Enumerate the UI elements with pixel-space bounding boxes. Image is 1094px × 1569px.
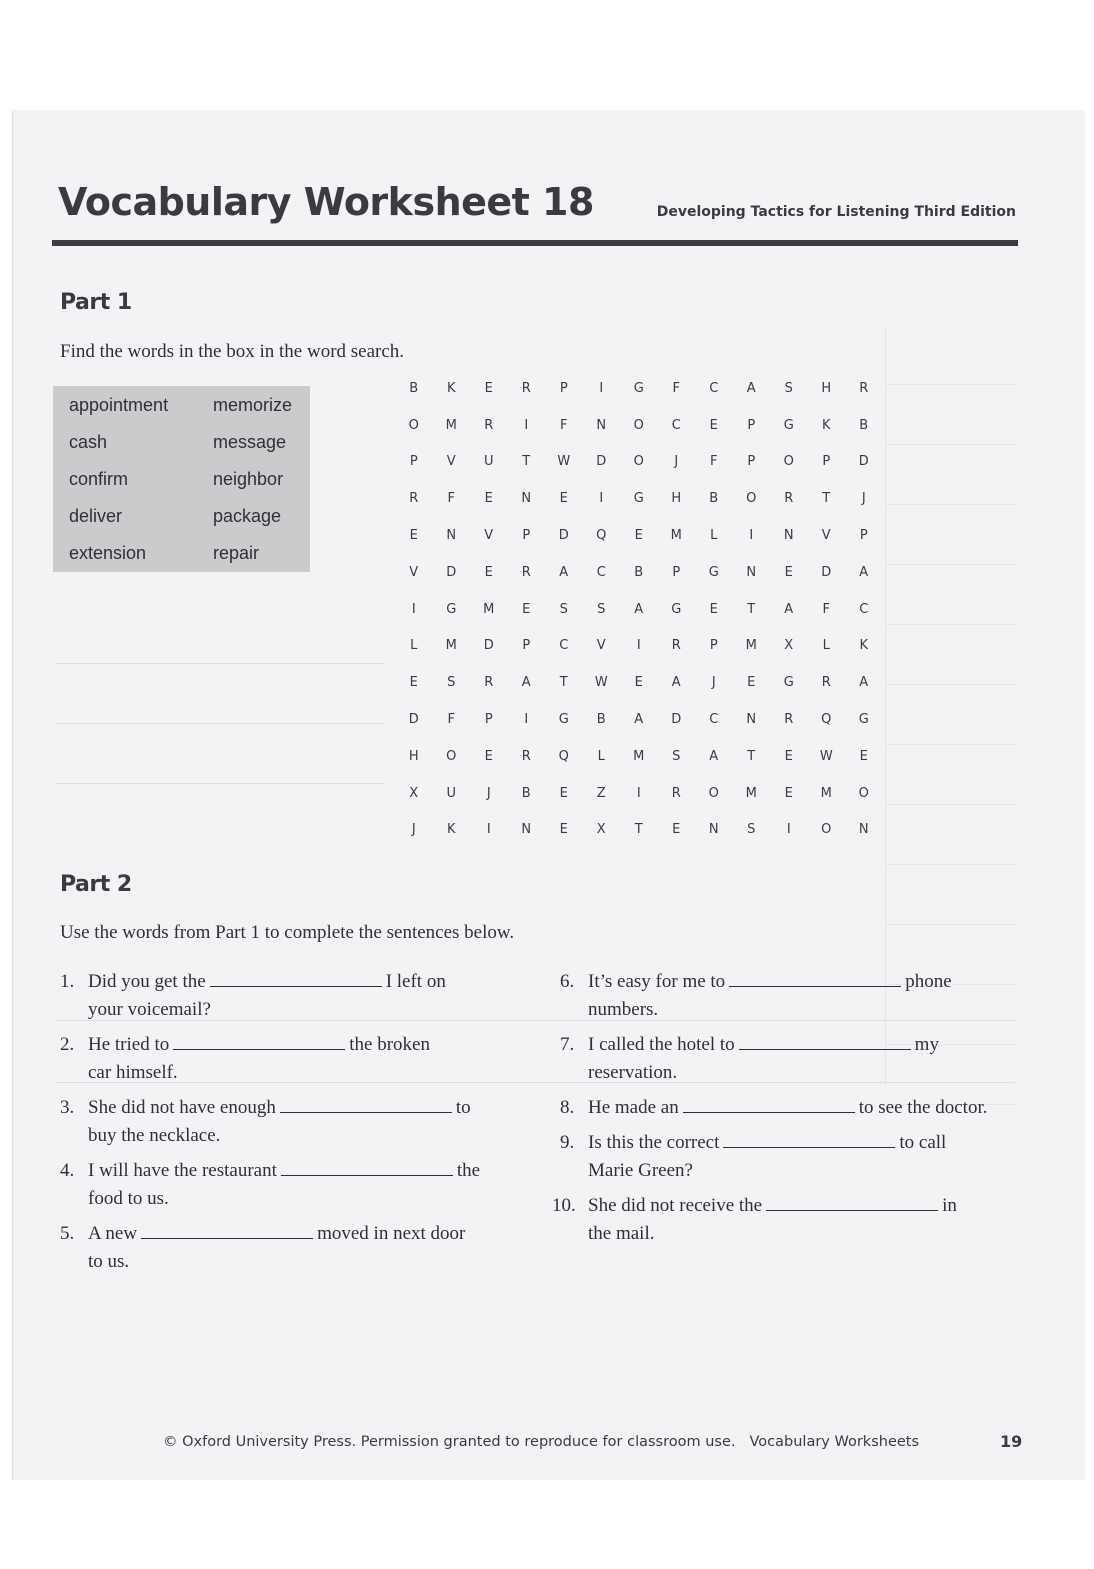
word-search-letter: S xyxy=(597,601,606,617)
sentence-after-blank: my xyxy=(914,1034,939,1055)
word-search-letter: G xyxy=(558,712,569,728)
word-search-letter: R xyxy=(784,491,794,507)
word-search-letter: I xyxy=(636,785,641,801)
word-search-letter: K xyxy=(446,380,456,396)
part1-instruction: Find the words in the box in the word search. xyxy=(60,341,405,362)
word-search-letter: P xyxy=(522,638,531,654)
word-search-letter: A xyxy=(671,675,681,691)
answer-blank[interactable] xyxy=(683,1096,855,1113)
word-search-letter: R xyxy=(484,417,494,433)
word-search-letter: C xyxy=(671,417,681,433)
answer-blank[interactable] xyxy=(723,1131,895,1148)
title-rule xyxy=(52,240,1018,246)
word-search-letter: W xyxy=(819,748,833,764)
word-search-letter: Q xyxy=(821,712,832,728)
word-search-letter: R xyxy=(859,380,869,396)
word-search-letter: J xyxy=(711,675,716,691)
word-search-letter: I xyxy=(411,601,416,617)
word-search-letter: K xyxy=(859,638,869,654)
word-search-letter: T xyxy=(822,491,831,507)
show-through-rule xyxy=(55,663,385,664)
sentence-line xyxy=(588,1094,987,1122)
sentence-before-blank: I will have the restaurant xyxy=(88,1160,277,1181)
word-search-row xyxy=(395,701,883,738)
page-title: Vocabulary Worksheet 18 xyxy=(58,180,594,224)
word-search-letter: N xyxy=(746,712,757,728)
word-search-letter: D xyxy=(671,712,682,728)
word-search-letter: V xyxy=(409,564,419,580)
sentence-number: 6. xyxy=(560,971,575,992)
answer-blank[interactable] xyxy=(766,1194,938,1211)
word-search-letter: P xyxy=(672,564,681,580)
word-search-letter: X xyxy=(784,638,794,654)
word-search-letter: A xyxy=(559,564,569,580)
word-search-letter: T xyxy=(747,601,756,617)
sentence-continuation: your voicemail? xyxy=(88,999,211,1020)
word-search-letter: I xyxy=(524,417,529,433)
word-search-grid xyxy=(395,370,883,848)
sentence-number: 8. xyxy=(560,1097,575,1118)
word-search-letter: M xyxy=(483,601,495,617)
word-search-letter: S xyxy=(559,601,568,617)
word-search-letter: I xyxy=(636,638,641,654)
word-search-letter: G xyxy=(783,417,794,433)
word-search-letter: P xyxy=(522,528,531,544)
sentence-before-blank: A new xyxy=(88,1223,138,1244)
word-search-letter: A xyxy=(746,380,756,396)
word-search-letter: I xyxy=(749,528,754,544)
sentence-continuation: Marie Green? xyxy=(588,1160,693,1181)
sentence-item xyxy=(552,1192,1022,1252)
word-search-letter: I xyxy=(599,380,604,396)
sentence-before-blank: Did you get the xyxy=(88,971,206,992)
sentence-line xyxy=(588,1031,939,1059)
word-search-letter: I xyxy=(599,491,604,507)
sentence-item xyxy=(60,1094,530,1154)
answer-blank[interactable] xyxy=(739,1033,911,1050)
sentence-after-blank: in xyxy=(942,1195,957,1216)
word-search-letter: H xyxy=(408,748,419,764)
word-search-letter: I xyxy=(524,712,529,728)
sentence-line xyxy=(88,1094,471,1122)
sentence-after-blank: the broken xyxy=(349,1034,430,1055)
word-search-letter: E xyxy=(484,564,493,580)
word-search-row xyxy=(395,738,883,775)
sentence-after-blank: moved in next door xyxy=(317,1223,466,1244)
word-search-letter: E xyxy=(784,785,793,801)
word-search-row xyxy=(395,628,883,665)
word-search-letter: O xyxy=(821,822,832,838)
word-search-letter: E xyxy=(409,675,418,691)
word-search-letter: R xyxy=(409,491,419,507)
word-search-letter: N xyxy=(783,528,794,544)
word-search-letter: O xyxy=(633,454,644,470)
sentence-continuation: food to us. xyxy=(88,1188,169,1209)
word-search-letter: R xyxy=(821,675,831,691)
part2-instruction: Use the words from Part 1 to complete the sentences below. xyxy=(60,922,515,943)
sentence-continuation: buy the necklace. xyxy=(88,1125,221,1146)
sentence-item xyxy=(560,1129,1030,1189)
word-search-letter: W xyxy=(557,454,571,470)
word-search-row xyxy=(395,812,883,849)
show-through-rule xyxy=(55,723,385,724)
word-search-letter: G xyxy=(633,491,644,507)
word-search-letter: A xyxy=(859,564,869,580)
word-search-letter: E xyxy=(634,528,643,544)
word-search-letter: G xyxy=(446,601,457,617)
word-search-letter: R xyxy=(521,748,531,764)
title-row xyxy=(58,180,1016,228)
sentence-after-blank: to call xyxy=(899,1132,947,1153)
word-search-letter: X xyxy=(596,822,606,838)
word-search-letter: B xyxy=(859,417,869,433)
sentence-continuation: the mail. xyxy=(588,1223,655,1244)
word-search-letter: E xyxy=(559,822,568,838)
word-search-letter: E xyxy=(784,748,793,764)
book-subtitle: Developing Tactics for Listening Third Edition xyxy=(656,204,1016,220)
sentence-before-blank: He made an xyxy=(588,1097,679,1118)
word-box-item: package xyxy=(213,506,282,526)
sentence-item xyxy=(560,968,1030,1028)
word-search-letter: A xyxy=(784,601,794,617)
word-search-letter: T xyxy=(634,822,643,838)
word-search-letter: J xyxy=(861,491,866,507)
word-search-letter: G xyxy=(671,601,682,617)
word-search-row xyxy=(395,517,883,554)
word-search-letter: M xyxy=(445,638,457,654)
word-search-letter: C xyxy=(596,564,606,580)
word-search-letter: G xyxy=(633,380,644,396)
word-search-letter: E xyxy=(484,748,493,764)
sentence-before-blank: Is this the correct xyxy=(588,1132,720,1153)
sentence-item xyxy=(60,968,530,1028)
word-search-letter: X xyxy=(409,785,419,801)
sentence-before-blank: She did not have enough xyxy=(88,1097,276,1118)
word-search-letter: I xyxy=(486,822,491,838)
word-search-letter: Q xyxy=(596,528,607,544)
answer-blank[interactable] xyxy=(280,1096,452,1113)
word-search-letter: V xyxy=(484,528,494,544)
word-search-letter: M xyxy=(670,528,682,544)
word-search-letter: E xyxy=(522,601,531,617)
sentence-number: 1. xyxy=(60,971,75,992)
part2-heading: Part 2 xyxy=(60,872,132,897)
word-search-letter: W xyxy=(594,675,608,691)
footer xyxy=(163,1434,919,1450)
sentence-item xyxy=(60,1157,530,1217)
word-list xyxy=(69,392,323,577)
word-search-letter: D xyxy=(408,712,419,728)
word-search-letter: O xyxy=(708,785,719,801)
word-search-letter: P xyxy=(409,454,418,470)
word-search-letter: E xyxy=(784,564,793,580)
sentence-item xyxy=(60,1220,530,1280)
word-search-letter: N xyxy=(858,822,869,838)
sentence-line xyxy=(588,1129,946,1157)
word-search-row xyxy=(395,370,883,407)
sentence-line xyxy=(88,968,446,996)
word-search-row xyxy=(395,444,883,481)
word-search-letter: E xyxy=(859,748,868,764)
word-search-row xyxy=(395,407,883,444)
word-search-row xyxy=(395,591,883,628)
word-box-item: deliver xyxy=(69,506,123,526)
word-search-letter: O xyxy=(446,748,457,764)
word-search-letter: C xyxy=(709,712,719,728)
sentence-number: 7. xyxy=(560,1034,575,1055)
word-box-item: memorize xyxy=(213,395,293,415)
word-search-letter: B xyxy=(634,564,644,580)
word-search-letter: C xyxy=(559,638,569,654)
sentence-before-blank: He tried to xyxy=(88,1034,170,1055)
word-search-letter: V xyxy=(446,454,456,470)
word-search-letter: E xyxy=(559,491,568,507)
word-search-letter: M xyxy=(745,638,757,654)
word-search-letter: P xyxy=(709,638,718,654)
word-search-letter: P xyxy=(859,528,868,544)
word-search-letter: D xyxy=(558,528,569,544)
word-search-letter: O xyxy=(633,417,644,433)
word-search-letter: O xyxy=(746,491,757,507)
word-search-letter: L xyxy=(597,748,605,764)
word-search-letter: L xyxy=(710,528,718,544)
word-search-letter: N xyxy=(708,822,719,838)
word-search-row xyxy=(395,480,883,517)
word-search-letter: D xyxy=(821,564,832,580)
word-search-letter: K xyxy=(446,822,456,838)
word-search-letter: O xyxy=(858,785,869,801)
word-search-letter: O xyxy=(783,454,794,470)
word-search-letter: M xyxy=(633,748,645,764)
word-search-letter: O xyxy=(408,417,419,433)
word-search-letter: B xyxy=(596,712,606,728)
word-search-letter: M xyxy=(445,417,457,433)
sentence-number: 3. xyxy=(60,1097,75,1118)
sentence-number: 9. xyxy=(560,1132,575,1153)
sentence-after-blank: the xyxy=(456,1160,481,1181)
word-search-letter: D xyxy=(596,454,607,470)
word-search-letter: E xyxy=(409,528,418,544)
word-search-letter: P xyxy=(484,712,493,728)
word-search-letter: P xyxy=(747,417,756,433)
word-box-item: extension xyxy=(69,543,147,563)
word-box-item: confirm xyxy=(69,469,129,489)
sentence-continuation: to us. xyxy=(88,1251,130,1272)
word-search-letter: N xyxy=(521,491,532,507)
word-search-letter: F xyxy=(447,491,455,507)
word-search-letter: U xyxy=(446,785,456,801)
word-search-letter: J xyxy=(411,822,416,838)
word-search-letter: K xyxy=(821,417,831,433)
sentence-line xyxy=(88,1031,430,1059)
word-search-letter: P xyxy=(747,454,756,470)
word-search-letter: B xyxy=(709,491,719,507)
word-search-letter: F xyxy=(710,454,718,470)
sentence-after-blank: I left on xyxy=(385,971,446,992)
word-search-letter: A xyxy=(521,675,531,691)
word-search-letter: N xyxy=(596,417,607,433)
word-search-letter: P xyxy=(822,454,831,470)
word-search-letter: R xyxy=(521,380,531,396)
word-search-letter: A xyxy=(709,748,719,764)
word-search-letter: F xyxy=(672,380,680,396)
sentence-number: 4. xyxy=(60,1160,75,1181)
word-search-letter: G xyxy=(708,564,719,580)
word-search-letter: G xyxy=(783,675,794,691)
word-search-letter: N xyxy=(521,822,532,838)
word-search-letter: A xyxy=(859,675,869,691)
sentence-item xyxy=(560,1031,1030,1091)
word-search-letter: L xyxy=(410,638,418,654)
word-search-letter: E xyxy=(709,417,718,433)
word-box-item: cash xyxy=(69,432,108,452)
word-search-letter: E xyxy=(559,785,568,801)
word-search-letter: A xyxy=(634,601,644,617)
word-search-letter: H xyxy=(671,491,682,507)
word-search-letter: Z xyxy=(596,785,606,801)
sentence-item xyxy=(60,1031,530,1091)
word-search-row xyxy=(395,775,883,812)
word-search-letter: R xyxy=(784,712,794,728)
page-number: 19 xyxy=(1000,1432,1023,1451)
word-search-letter: F xyxy=(447,712,455,728)
word-search-letter: M xyxy=(745,785,757,801)
answer-blank[interactable] xyxy=(210,970,382,987)
word-search-letter: R xyxy=(671,638,681,654)
word-search-letter: R xyxy=(671,785,681,801)
sentence-number: 5. xyxy=(60,1223,75,1244)
word-search-row xyxy=(395,664,883,701)
word-search-letter: S xyxy=(672,748,681,764)
word-search-letter: M xyxy=(820,785,832,801)
copyright-notice: © Oxford University Press. Permission granted to reproduce for classroom use. xyxy=(163,1434,736,1450)
footer-section-label: Vocabulary Worksheets xyxy=(749,1434,920,1450)
word-search-letter: S xyxy=(447,675,456,691)
sentence-before-blank: She did not receive the xyxy=(588,1195,763,1216)
word-search-letter: A xyxy=(634,712,644,728)
word-search-letter: C xyxy=(709,380,719,396)
word-search-letter: E xyxy=(709,601,718,617)
word-search-letter: R xyxy=(521,564,531,580)
part1-heading: Part 1 xyxy=(60,290,132,315)
sentence-number: 2. xyxy=(60,1034,75,1055)
sentence-before-blank: It’s easy for me to xyxy=(588,971,726,992)
word-search-letter: F xyxy=(560,417,568,433)
sentence-continuation: numbers. xyxy=(588,999,659,1020)
word-search-letter: G xyxy=(858,712,869,728)
sentence-line xyxy=(588,1192,957,1220)
sentence-continuation: reservation. xyxy=(588,1062,678,1083)
show-through-rule xyxy=(55,783,385,784)
word-box xyxy=(53,386,310,572)
word-search-letter: D xyxy=(858,454,869,470)
word-box-item: neighbor xyxy=(213,469,284,489)
word-search-letter: T xyxy=(559,675,568,691)
answer-blank[interactable] xyxy=(173,1033,345,1050)
word-search-letter: T xyxy=(747,748,756,764)
sentence-number: 10. xyxy=(552,1195,576,1216)
word-search-letter: R xyxy=(484,675,494,691)
word-search-letter: J xyxy=(486,785,491,801)
word-box-item: repair xyxy=(213,543,260,563)
answer-blank[interactable] xyxy=(141,1222,313,1239)
word-box-item: appointment xyxy=(69,395,169,415)
word-search-row xyxy=(395,554,883,591)
word-box-item: message xyxy=(213,432,287,452)
sentence-before-blank: I called the hotel to xyxy=(588,1034,735,1055)
word-search-letter: E xyxy=(484,491,493,507)
word-search-letter: U xyxy=(483,454,494,470)
word-search-letter: C xyxy=(859,601,869,617)
word-search-letter: D xyxy=(446,564,457,580)
word-search-letter: F xyxy=(822,601,830,617)
answer-blank[interactable] xyxy=(281,1159,453,1176)
sentence-line xyxy=(588,968,952,996)
word-search-letter: E xyxy=(634,675,643,691)
word-search-letter: H xyxy=(821,380,832,396)
word-search-letter: S xyxy=(747,822,756,838)
word-search-letter: E xyxy=(484,380,493,396)
sentence-line xyxy=(88,1157,480,1185)
word-search-letter: L xyxy=(822,638,830,654)
word-search-letter: N xyxy=(746,564,757,580)
word-search-letter: I xyxy=(786,822,791,838)
sentence-line xyxy=(88,1220,465,1248)
word-search-letter: T xyxy=(522,454,531,470)
word-search-letter: E xyxy=(747,675,756,691)
sentence-continuation: car himself. xyxy=(88,1062,178,1083)
word-search-letter: Q xyxy=(558,748,569,764)
word-search-letter: E xyxy=(672,822,681,838)
word-search-letter: S xyxy=(784,380,793,396)
word-search-letter: B xyxy=(521,785,531,801)
sentence-after-blank: to xyxy=(455,1097,471,1118)
sentence-after-blank: to see the doctor. xyxy=(858,1097,988,1118)
word-search-letter: V xyxy=(596,638,606,654)
word-search-letter: D xyxy=(483,638,494,654)
word-search-letter: N xyxy=(446,528,457,544)
word-search-letter: P xyxy=(559,380,568,396)
word-search-letter: J xyxy=(674,454,679,470)
answer-blank[interactable] xyxy=(729,970,901,987)
sentence-after-blank: phone xyxy=(905,971,952,992)
word-search-letter: V xyxy=(821,528,831,544)
word-search-letter: B xyxy=(409,380,419,396)
